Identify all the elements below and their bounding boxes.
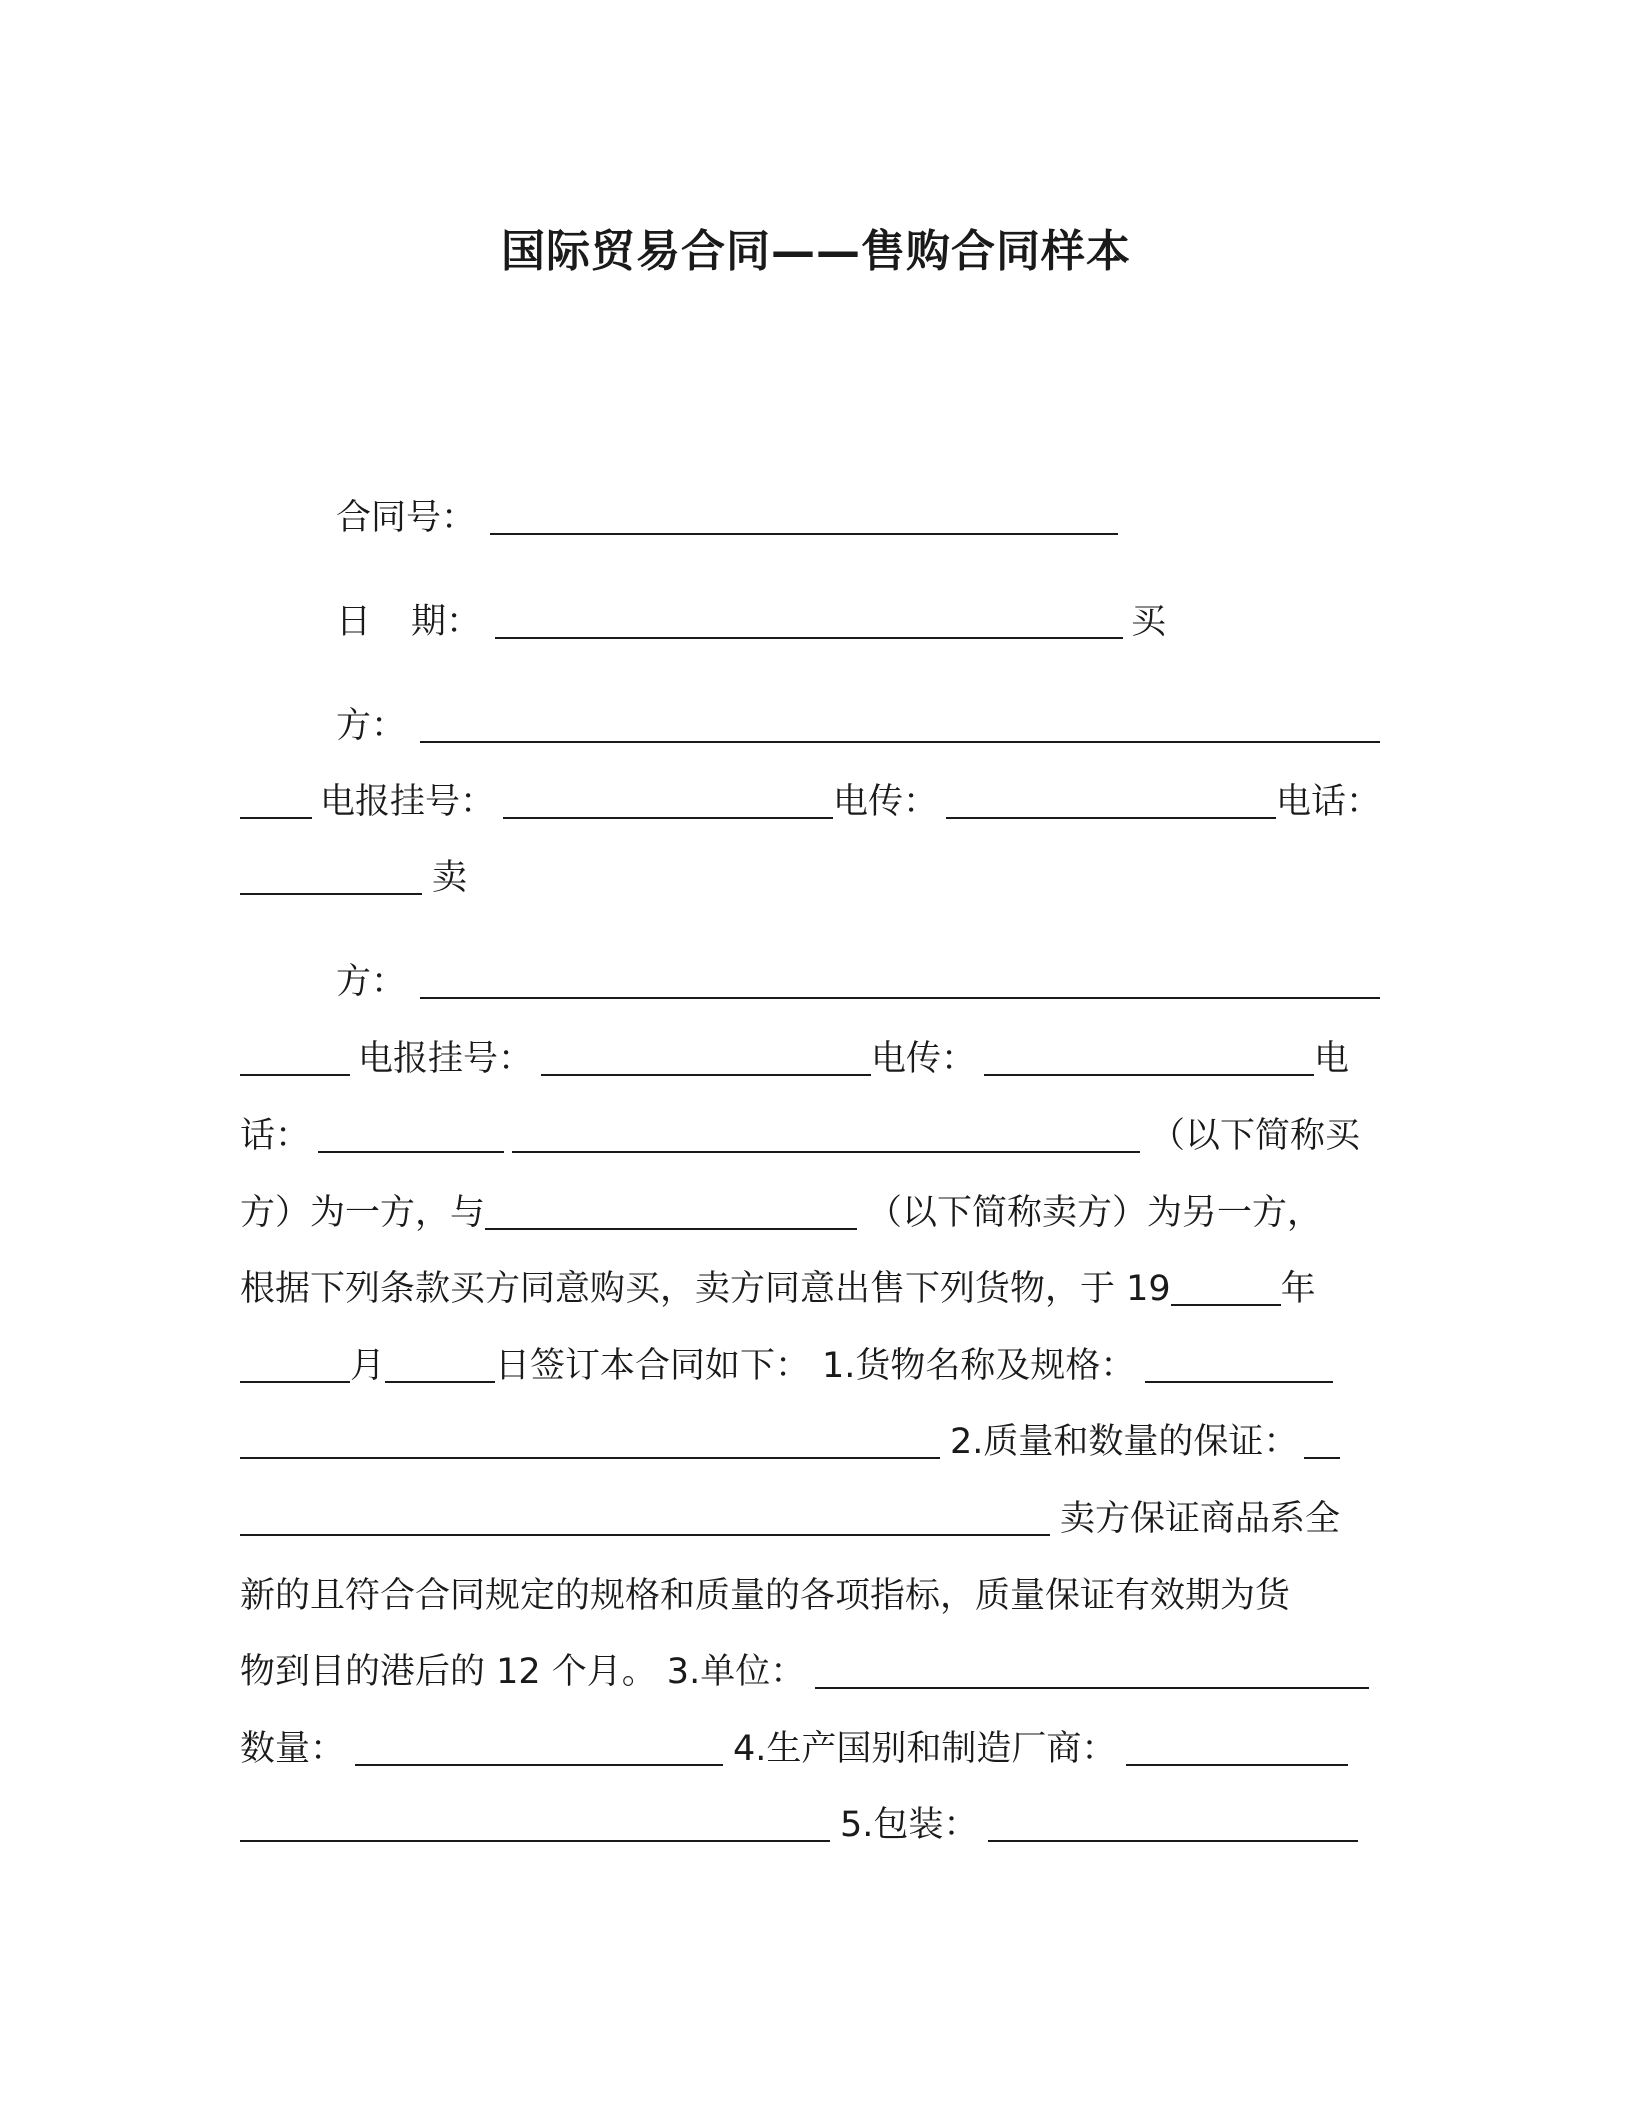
seller-fullname-blank[interactable] (485, 1190, 857, 1230)
buyer-abbr-b: 方）为一方，与 (240, 1193, 486, 1233)
buyer-phone-label: 电话： (1276, 782, 1382, 822)
seller-telegraph-label: 电报挂号： (358, 1039, 534, 1079)
unit-blank[interactable] (815, 1649, 1369, 1689)
document-title: 国际贸易合同——售购合同样本 (501, 226, 1131, 277)
month-label: 月 (350, 1346, 386, 1386)
seller-phone-line (240, 1111, 1390, 1161)
manufacturer-blank-a[interactable] (1126, 1726, 1348, 1766)
guarantee-line-b (240, 1571, 1390, 1621)
seller-heading: 卖 (432, 858, 468, 898)
buyer-telegraph-label: 电报挂号： (320, 782, 496, 822)
seller-name-blank[interactable] (420, 959, 1380, 999)
seller-address-blank[interactable] (240, 1036, 350, 1076)
quantity-label: 数量： (240, 1729, 346, 1769)
contract-no-line (240, 493, 1390, 543)
seller-line (240, 957, 1390, 1007)
item3-label: 3.单位： (666, 1652, 806, 1692)
packing-line (240, 1800, 1390, 1850)
seller-abbr: （以下简称卖方）为另一方， (867, 1193, 1323, 1233)
seller-telegraph-blank[interactable] (541, 1036, 871, 1076)
quantity-blank[interactable] (355, 1726, 723, 1766)
buyer-abbr-a: （以下简称买 (1150, 1116, 1361, 1156)
item2-line (240, 1417, 1390, 1467)
buyer-contact-line (240, 777, 1390, 827)
quality-blank-b[interactable] (240, 1496, 1050, 1536)
item5-label: 5.包装： (840, 1805, 979, 1845)
seller-label: 方： (336, 962, 407, 1002)
buyer-fullname-blank[interactable] (512, 1113, 1140, 1153)
buyer-name-blank[interactable] (420, 703, 1380, 743)
agreement-line (240, 1264, 1390, 1314)
buyer-phone-blank[interactable] (240, 855, 422, 895)
quantity-line (240, 1724, 1390, 1774)
guarantee-line-a (240, 1494, 1390, 1544)
day-blank[interactable] (385, 1343, 495, 1383)
seller-contact-line (240, 1034, 1390, 1084)
date-label-a: 日 (336, 602, 372, 642)
seller-phone-blank[interactable] (318, 1113, 504, 1153)
buyer-telex-label: 电传： (833, 782, 939, 822)
seller-telex-blank[interactable] (984, 1036, 1314, 1076)
guarantee-text-b: 新的且符合合同规定的规格和质量的各项指标，质量保证有效期为货 (240, 1576, 1291, 1616)
seller-telex-label: 电传： (871, 1039, 977, 1079)
year-blank[interactable] (1171, 1266, 1281, 1306)
unit-line (240, 1647, 1390, 1697)
buyer-line (240, 701, 1390, 751)
goods-spec-blank[interactable] (240, 1419, 940, 1459)
agreement-text: 根据下列条款买方同意购买，卖方同意出售下列货物，于 19 (240, 1269, 1171, 1309)
goods-name-blank[interactable] (1145, 1343, 1333, 1383)
guarantee-text-c: 物到目的港后的 12 个月。 (240, 1652, 657, 1692)
item4-label: 4.生产国别和制造厂商： (733, 1729, 1117, 1769)
buyer-label: 方： (336, 706, 407, 746)
seller-phone-label-b: 话： (240, 1116, 311, 1156)
year-label: 年 (1280, 1269, 1316, 1309)
sign-date-line (240, 1341, 1390, 1391)
date-blank[interactable] (495, 599, 1123, 639)
guarantee-text-a: 卖方保证商品系全 (1060, 1499, 1341, 1539)
manufacturer-blank-b[interactable] (240, 1802, 830, 1842)
quality-blank-a[interactable] (1304, 1419, 1340, 1459)
item1-label: 1.货物名称及规格： (822, 1346, 1136, 1386)
date-line (240, 597, 1390, 647)
parties-line (240, 1188, 1390, 1238)
buyer-heading: 买 (1131, 602, 1167, 642)
seller-phone-label-a: 电 (1314, 1039, 1350, 1079)
buyer-phone-line (240, 853, 1390, 903)
packing-blank[interactable] (988, 1802, 1358, 1842)
buyer-telex-blank[interactable] (946, 779, 1276, 819)
day-sign-label: 日签订本合同如下： (495, 1346, 811, 1386)
item2-label: 2.质量和数量的保证： (950, 1422, 1299, 1462)
contract-no-label: 合同号： (336, 498, 477, 538)
month-blank[interactable] (240, 1343, 350, 1383)
date-label-b: 期： (411, 602, 482, 642)
buyer-address-blank[interactable] (240, 779, 312, 819)
buyer-telegraph-blank[interactable] (503, 779, 833, 819)
contract-no-blank[interactable] (490, 495, 1118, 535)
